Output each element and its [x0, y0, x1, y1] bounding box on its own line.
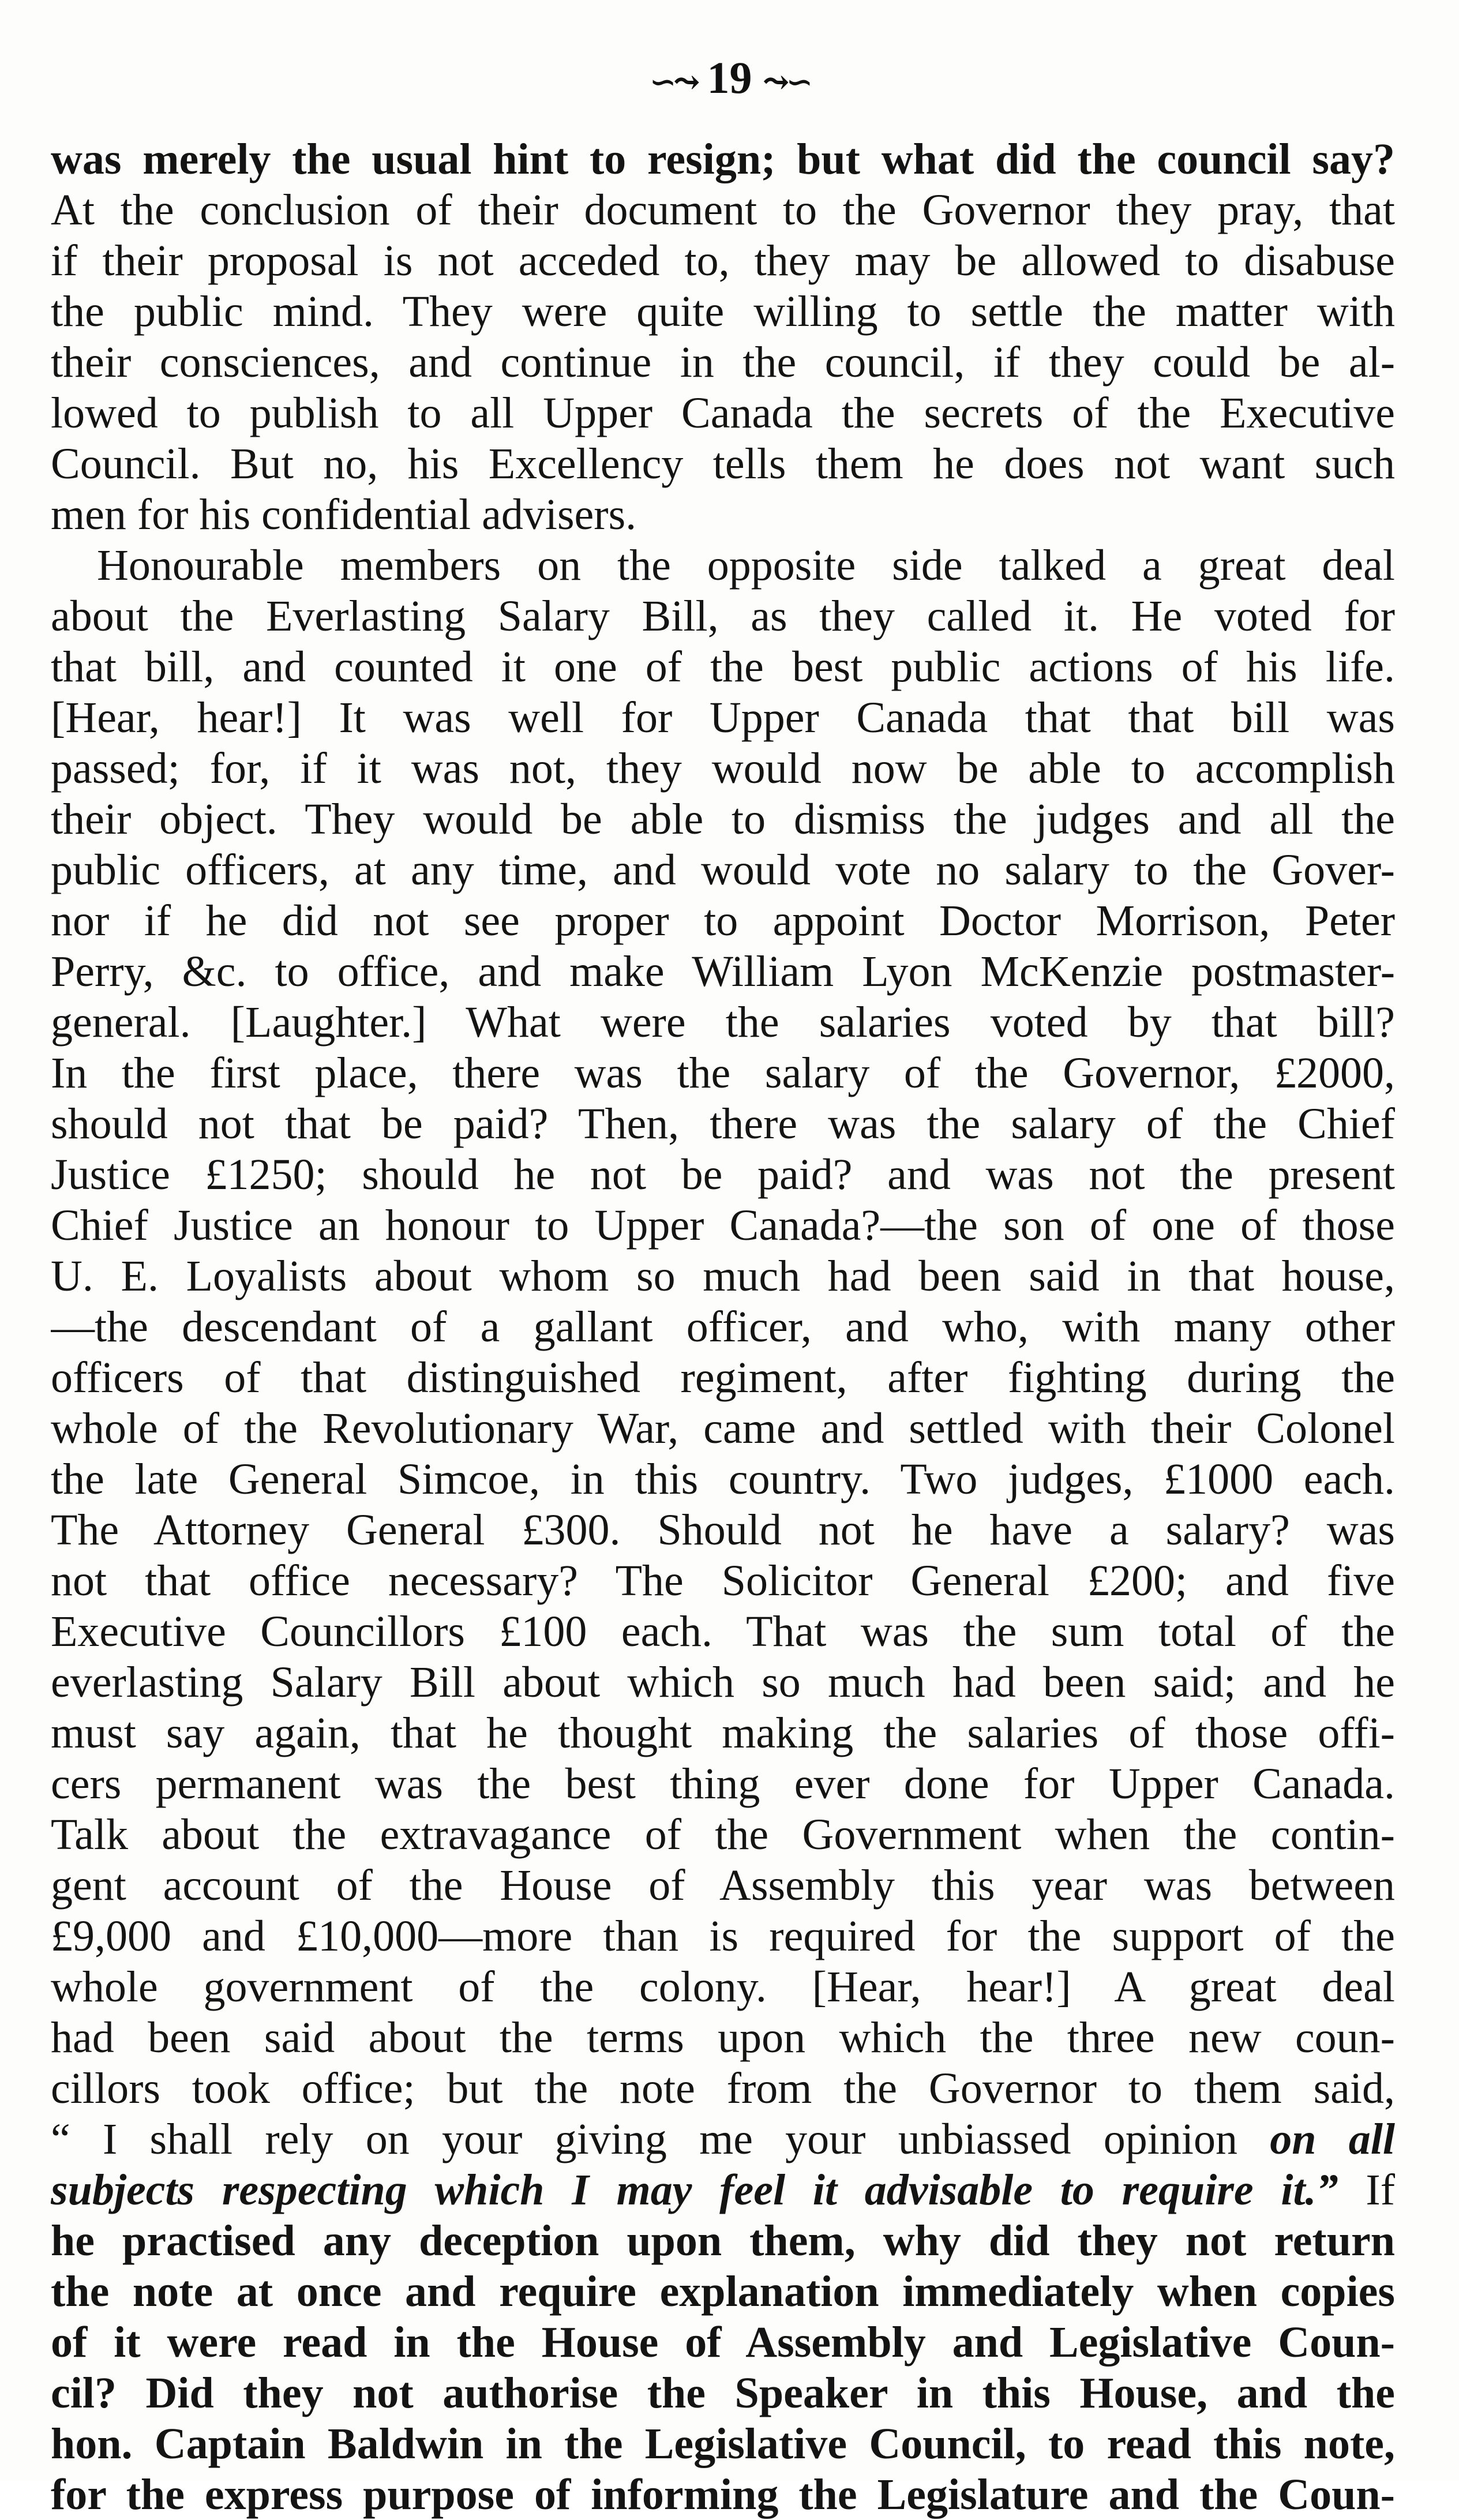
text-line: had been said about the terms upon which the three new coun- — [51, 2013, 1395, 2062]
italic-segment: subjects respecting which I may feel it advisable to require it.” — [51, 2166, 1338, 2214]
text-line: should not that be paid? Then, there was the salary of the Chief — [51, 1100, 1395, 1148]
text-line — [51, 2165, 1395, 2215]
text-line: if their proposal is not acceded to, they may be allowed to disabuse — [51, 237, 1395, 285]
text-line-segment: “ I shall rely on your giving me your unbiassed opinion — [51, 2115, 1237, 2163]
text-line: their object. They would be able to dismiss the judges and all the — [51, 795, 1395, 843]
text-line: everlasting Salary Bill about which so much had been said; and he — [51, 1658, 1395, 1707]
text-line: about the Everlasting Salary Bill, as they called it. He voted for — [51, 592, 1395, 640]
text-line: their consciences, and continue in the council, if they could be al- — [51, 338, 1395, 387]
text-line: Council. But no, his Excellency tells them he does not want such — [51, 440, 1395, 488]
text-line-segment: If — [1366, 2166, 1395, 2214]
text-line: Talk about the extravagance of the Government when the contin- — [51, 1810, 1395, 1859]
ornament-right-icon: ⤳∽ — [762, 65, 810, 101]
ornament-left-icon: ∽⤳ — [649, 65, 697, 101]
text-line: nor if he did not see proper to appoint Doctor Morrison, Peter — [51, 897, 1395, 945]
text-line: Justice £1250; should he not be paid? and was not the present — [51, 1150, 1395, 1199]
text-line: In the first place, there was the salary of the Governor, £2000, — [51, 1049, 1395, 1097]
page-number: 19 — [707, 52, 752, 103]
text-line: must say again, that he thought making the salaries of those offi- — [51, 1709, 1395, 1757]
text-line: passed; for, if it was not, they would now be able to accomplish — [51, 744, 1395, 793]
text-line: he practised any deception upon them, why did they not return — [51, 2217, 1395, 2265]
text-line: £9,000 and £10,000—more than is required for the support of the — [51, 1912, 1395, 1960]
text-line: the late General Simcoe, in this country. Two judges, £1000 each. — [51, 1455, 1395, 1503]
text-line: cers permanent was the best thing ever done for Upper Canada. — [51, 1760, 1395, 1808]
body-text — [51, 134, 1395, 2520]
text-line: U. E. Loyalists about whom so much had been said in that house, — [51, 1252, 1395, 1300]
italic-segment: on all — [1270, 2115, 1395, 2163]
text-line: of it were read in the House of Assembly and Legislative Coun- — [51, 2318, 1395, 2367]
text-line: general. [Laughter.] What were the salaries voted by that bill? — [51, 998, 1395, 1047]
text-line: for the express purpose of informing the Legislature and the Coun- — [51, 2470, 1395, 2519]
text-line: that bill, and counted it one of the best public actions of his life. — [51, 643, 1395, 691]
text-line: Chief Justice an honour to Upper Canada?—the son of one of those — [51, 1201, 1395, 1250]
text-line: The Attorney General £300. Should not he have a salary? was — [51, 1506, 1395, 1554]
text-line: hon. Captain Baldwin in the Legislative Council, to read this note, — [51, 2420, 1395, 2468]
text-line: not that office necessary? The Solicitor General £200; and five — [51, 1557, 1395, 1605]
text-line: —the descendant of a gallant officer, and who, with many other — [51, 1303, 1395, 1351]
text-line: At the conclusion of their document to the Governor they pray, that — [51, 186, 1395, 234]
text-line — [51, 2114, 1395, 2165]
text-line: cillors took office; but the note from the Governor to them said, — [51, 2064, 1395, 2113]
text-line: public officers, at any time, and would vote no salary to the Gover- — [51, 846, 1395, 894]
text-line: cil? Did they not authorise the Speaker in this House, and the — [51, 2369, 1395, 2417]
text-line: lowed to publish to all Upper Canada the secrets of the Executive — [51, 389, 1395, 437]
text-line: the public mind. They were quite willing to settle the matter with — [51, 287, 1395, 336]
text-line: whole government of the colony. [Hear, hear!] A great deal — [51, 1963, 1395, 2011]
text-line: gent account of the House of Assembly this year was between — [51, 1861, 1395, 1910]
text-line: Executive Councillors £100 each. That was the sum total of the — [51, 1607, 1395, 1656]
text-line: Perry, &c. to office, and make William Lyon McKenzie postmaster- — [51, 947, 1395, 996]
text-line: was merely the usual hint to resign; but what did the council say? — [51, 135, 1395, 183]
text-line: the note at once and require explanation immediately when copies — [51, 2267, 1395, 2316]
text-line: men for his confidential advisers. — [51, 490, 637, 539]
text-line: [Hear, hear!] It was well for Upper Canada that that bill was — [51, 693, 1395, 742]
page-header — [0, 52, 1459, 103]
text-line: officers of that distinguished regiment, after fighting during the — [51, 1353, 1395, 1402]
text-line: Honourable members on the opposite side talked a great deal — [97, 541, 1395, 590]
text-line: whole of the Revolutionary War, came and settled with their Colonel — [51, 1404, 1395, 1453]
